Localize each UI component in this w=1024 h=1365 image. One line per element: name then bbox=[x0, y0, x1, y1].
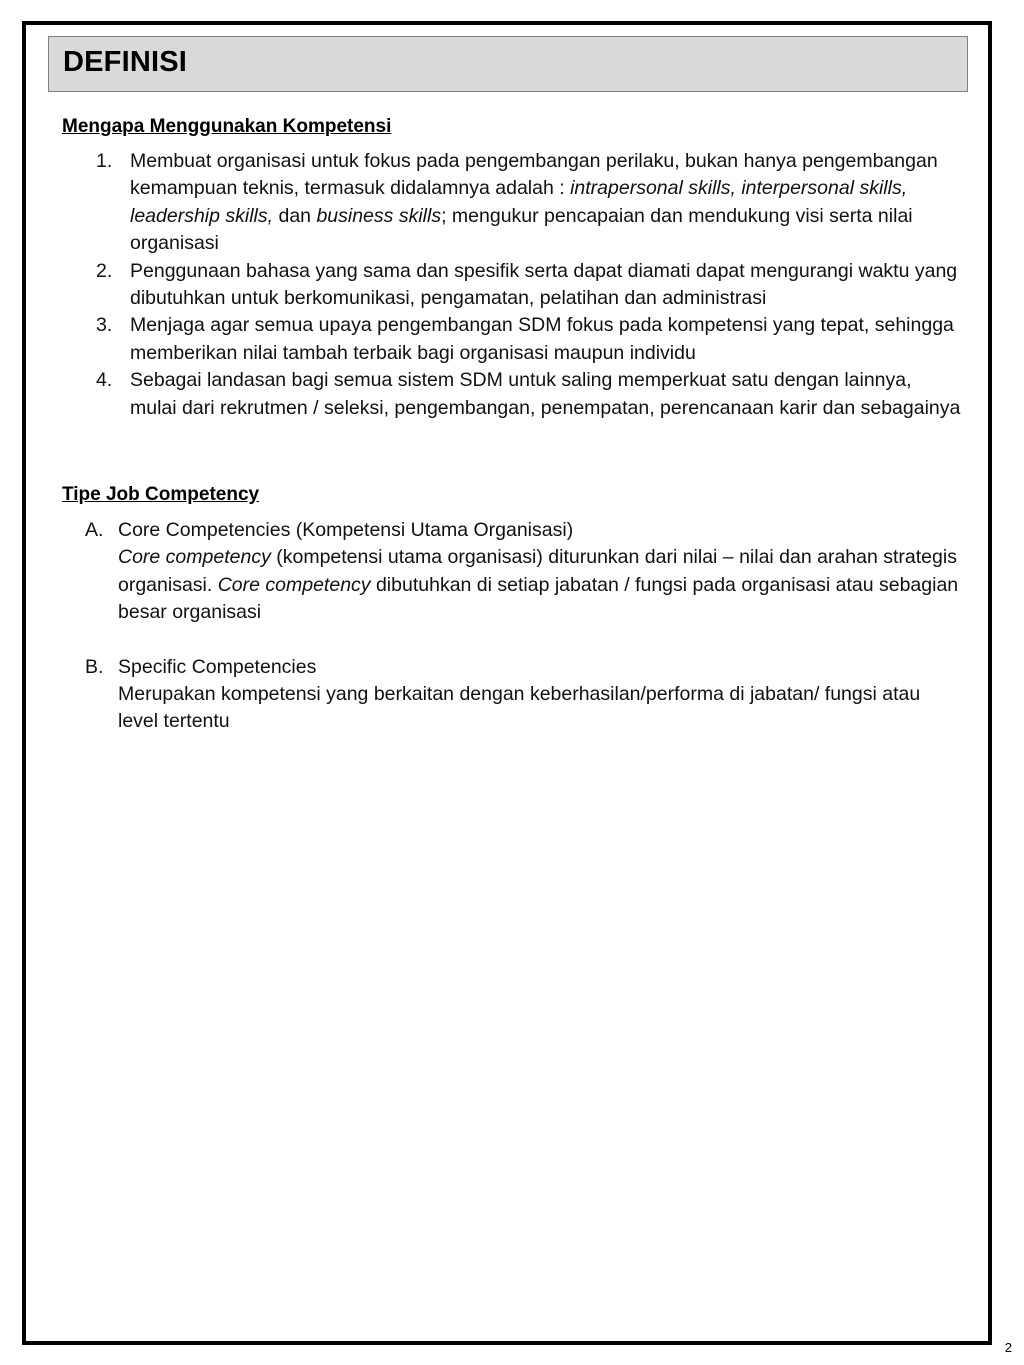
item-text: Penggunaan bahasa yang sama dan spesifik serta dapat diamati dapat mengurangi waktu yang dibutuhkan untuk berkomunikasi, pengamatan, pelatihan dan administrasi bbox=[130, 259, 958, 310]
page-title: DEFINISI bbox=[63, 46, 188, 78]
item-text: ; mengukur pencapaian dan mendukung visi serta nilai organisasi bbox=[130, 204, 913, 255]
list-marker: B. bbox=[85, 655, 104, 678]
item-title: Core Competencies (Kompetensi Utama Organisasi) bbox=[118, 519, 574, 541]
title-bar bbox=[48, 36, 968, 92]
item-text-italic: business skills bbox=[316, 204, 442, 227]
list-item bbox=[62, 367, 962, 422]
list-item bbox=[62, 654, 962, 736]
item-text: (kompetensi utama organisasi) diturunkan dari nilai – nilai dan arahan strategis organisasi. bbox=[118, 546, 957, 596]
item-description bbox=[118, 544, 962, 626]
list-item bbox=[62, 312, 962, 367]
list-marker: 1. bbox=[96, 150, 113, 172]
item-text: Membuat organisasi untuk fokus pada pengembangan perilaku, bukan hanya pengembangan kemampuan teknis, termasuk didalamnya adalah : bbox=[130, 150, 938, 200]
section-heading-tipe-job: Tipe Job Competency bbox=[62, 484, 260, 505]
item-text: dibutuhkan di setiap jabatan / fungsi pada organisasi atau sebagian besar organisasi bbox=[118, 573, 959, 624]
item-description: Merupakan kompetensi yang berkaitan dengan keberhasilan/performa di jabatan/ fungsi atau level tertentu bbox=[118, 683, 921, 733]
page-frame bbox=[22, 21, 992, 1345]
list-item bbox=[62, 517, 962, 627]
list-marker: 4. bbox=[96, 369, 113, 392]
section-heading-kompetensi: Mengapa Menggunakan Kompetensi bbox=[62, 116, 392, 137]
item-text: Menjaga agar semua upaya pengembangan SDM fokus pada kompetensi yang tepat, sehingga memberikan nilai tambah terbaik bagi organisasi maupun individu bbox=[130, 314, 954, 364]
item-text-italic: Core competency bbox=[118, 546, 271, 569]
numbered-list bbox=[62, 148, 962, 422]
list-marker: 3. bbox=[96, 314, 113, 337]
item-title: Specific Competencies bbox=[118, 655, 317, 678]
list-marker: A. bbox=[85, 519, 104, 541]
page-number: 2 bbox=[1004, 1340, 1012, 1355]
lettered-list bbox=[62, 517, 962, 736]
item-text-italic: intrapersonal skills, interpersonal skills, leadership skills, bbox=[130, 177, 908, 227]
item-text: dan bbox=[273, 204, 317, 227]
list-marker: 2. bbox=[96, 259, 113, 282]
list-item bbox=[62, 258, 962, 313]
item-text-italic: Core competency bbox=[217, 573, 371, 596]
list-item bbox=[62, 148, 962, 258]
item-text: Sebagai landasan bagi semua sistem SDM untuk saling memperkuat satu dengan lainnya, mulai dari rekrutmen / seleksi, pengembangan, penempatan, perencanaan karir dan sebagainya bbox=[130, 369, 961, 419]
